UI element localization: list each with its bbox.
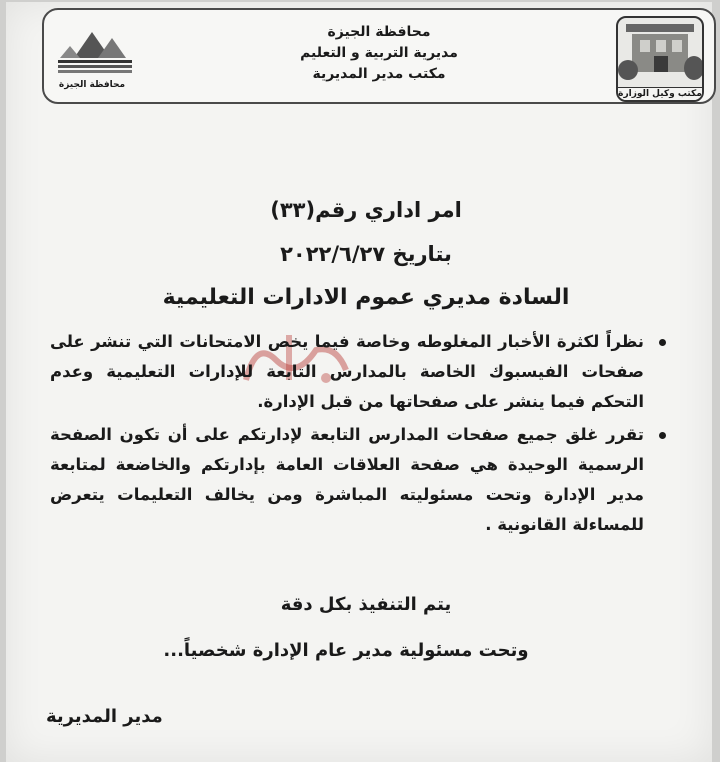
- order-body: [50, 327, 666, 540]
- governorate-name: محافظة الجيزة: [327, 24, 431, 40]
- letterhead: [42, 8, 716, 104]
- closing-lines: [6, 582, 720, 674]
- paragraph-text: نظراً لكثرة الأخبار المغلوطه وخاصة فيما يخص الامتحانات التي تنشر على صفحات الفيسبوك الخاصة بالمدارس التابعة للإدارات التعليمية وعدم التحكم فيما ينشر على صفحاتها من قبل الإدارة.: [50, 332, 644, 411]
- document-page: [6, 2, 712, 762]
- right-logo-caption: مكتب وكيل الوزارة: [618, 89, 702, 99]
- bullet-icon: [659, 432, 666, 439]
- building-icon: [618, 18, 702, 84]
- order-date: بتاريخ ٢٠٢٢/٦/٢٧: [280, 242, 452, 266]
- bullet-icon: [659, 339, 666, 346]
- order-title: امر اداري رقم(٣٣): [270, 198, 462, 222]
- ministry-office-logo: [616, 16, 704, 102]
- closing-line-2: وتحت مسئولية مدير عام الإدارة شخصياً...: [163, 640, 529, 661]
- letterhead-text: [44, 22, 714, 85]
- closing-line-1: يتم التنفيذ بكل دقة: [280, 594, 452, 615]
- office-name: مكتب مدير المديرية: [312, 66, 446, 82]
- directorate-name: مديرية التربية و التعليم: [300, 45, 458, 61]
- list-item: [50, 327, 666, 417]
- order-addressee: السادة مديري عموم الادارات التعليمية: [162, 285, 570, 310]
- left-logo-caption: محافظة الجيزة: [58, 80, 126, 90]
- order-headings: [6, 188, 720, 320]
- signature-title: مدير المديرية: [46, 706, 163, 727]
- paragraph-text: تقرر غلق جميع صفحات المدارس التابعة لإدارتكم على أن تكون الصفحة الرسمية الوحيدة هي صفحة العلاقات العامة بإدارتكم والخاضعة لمتابعة مدير الإدارة وتحت مسئوليته المباشرة ومن يخالف التعليمات يتعرض للمساءلة القانونية .: [50, 425, 644, 534]
- list-item: [50, 420, 666, 540]
